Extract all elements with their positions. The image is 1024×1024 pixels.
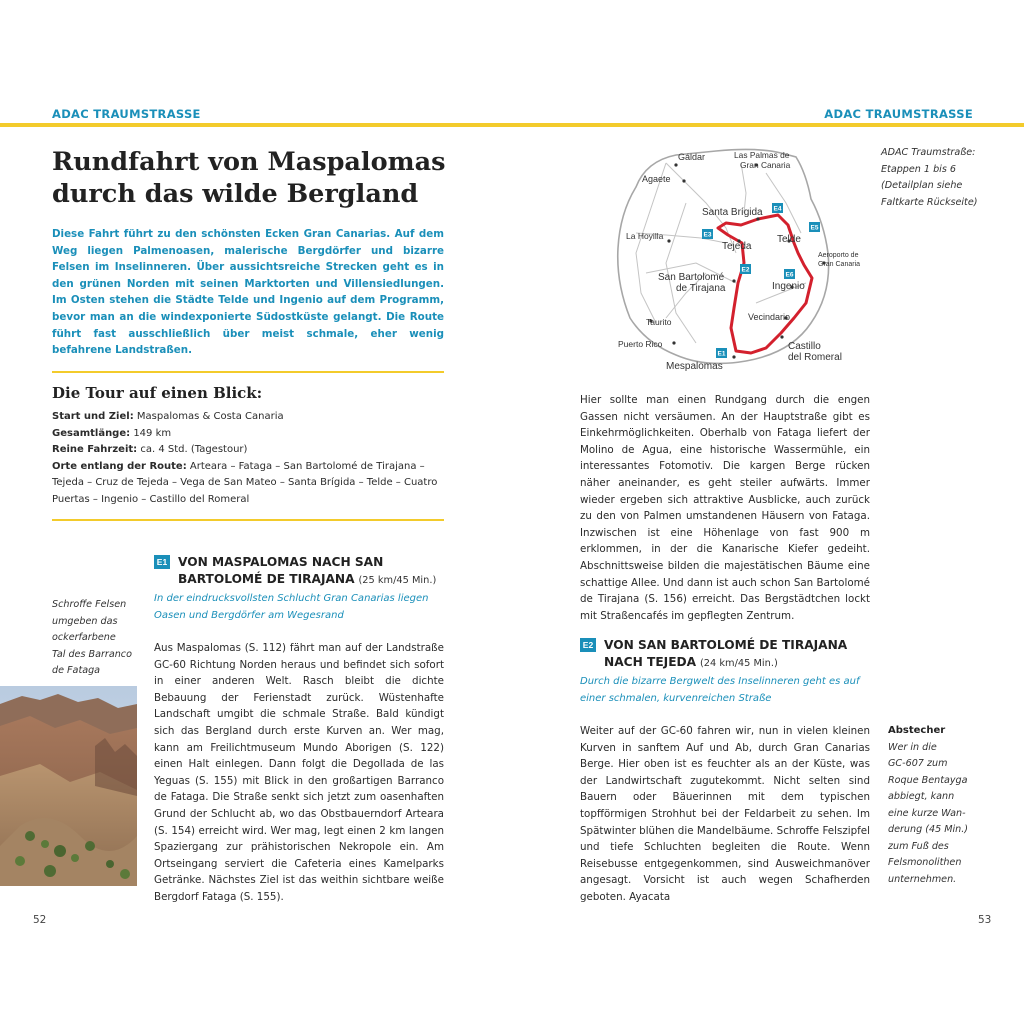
section-e1-body: Aus Maspalomas (S. 112) fährt man auf der Landstraße GC-60 Richtung Norden heraus und befindet sich sofort in einer anderen Welt. Rasch bleibt die dichte Bebauung der Ferienstadt zurück. Wüstenhafte Landschaft umgibt die schmale Straße. Bald kündigt sich das Bergland durch erste Kurven an. Wer mag, kann am Freilichtmuseum Mundo Aborigen (S. 122) einen Halt einlegen. Dann folgt die Degollada de las Yeguas (S. 155) mit Blick in den großartigen Barranco de Fataga. Die Straße senkt sich jetzt zum oasenhaften Grund der Schlucht ab, wo das Obstbauerndorf Arteara (S. 154) erreicht wird. Wer mag, legt einen 2 km langen Spaziergang zur prähistorischen Nekropole ein. Am Ortseingang serviert die Cafeteria eines Kamelparks Getränke. Nächstes Ziel ist das weithin sichtbare weiße Bergdorf Fataga (S. 155). — [154, 642, 444, 903]
fact-length: Gesamtlänge: 149 km — [52, 427, 172, 439]
fact-places: Orte entlang der Route: Arteara – Fataga – San Bartolomé de Tirajana – Tejeda – Cruz de Tejeda – Vega de San Mateo – Santa Brígida – Telde – Cuatro Puertas – Ingenio – Castillo del Romeral — [52, 460, 438, 505]
running-header-left: ADAC TRAUMSTRASSE — [52, 107, 201, 121]
map-caption: ADAC Traumstraße: Etappen 1 bis 6 (Detailplan siehe Faltkarte Rückseite) — [881, 147, 978, 208]
stage-badge-e1: E1 — [154, 555, 170, 569]
map-badge-e5 — [809, 222, 820, 232]
section-e2-heading: E2 VON SAN BARTOLOMÉ DE TIRAJANA NACH TEJEDA (24 km/45 Min.) — [580, 637, 880, 672]
abstecher-text: Wer in die GC-607 zum Roque Bentayga abbiegt, kann eine kurze Wan- derung (45 Min.) zum Fuß des Felsmonolithen unternehmen. — [888, 741, 969, 885]
fact-start: Start und Ziel: Maspalomas & Costa Canaria — [52, 411, 284, 422]
map-label-tejeda: Tejeda — [722, 241, 752, 252]
abstecher-box — [888, 723, 998, 888]
map-label-sanbartolome-1: San Bartolomé — [658, 272, 725, 283]
map-label-agaete: Agaete — [642, 174, 671, 184]
map-label-galdar: Gáldar — [678, 152, 706, 162]
map-label-puertorico: Puerto Rico — [618, 339, 663, 349]
divider-bottom — [52, 519, 444, 521]
intro-paragraph: Diese Fahrt führt zu den schönsten Ecken Gran Canarias. Auf dem Weg liegen Palmenoasen, malerische Bergdörfer und bizarre Felsen im Inselinneren. Über aussichtsreiche Strecken geht es in den grünen Norden mit seinen Marktorten und Villensiedlungen. Im Osten stehen die Städte Telde und Ingenio auf dem Programm, bevor man an die windexponierte Südostküste gelangt. Die Route führt fast ausschließlich über meist schmale, eher wenig befahrene Landstraßen. — [52, 228, 444, 357]
map-label-taurito: Taurito — [646, 317, 672, 327]
map-label-vecindario: Vecindario — [748, 312, 791, 322]
svg-text:E5: E5 — [810, 224, 819, 232]
section-e1-heading: E1 VON MASPALOMAS NACH SAN BARTOLOMÉ DE TIRAJANA (25 km/45 Min.) — [154, 554, 454, 589]
map-badge-e1 — [716, 348, 727, 358]
svg-text:E6: E6 — [785, 271, 794, 279]
map-label-castillo-2: del Romeral — [788, 352, 842, 363]
map-badge-e6 — [784, 269, 795, 279]
svg-text:E1: E1 — [717, 350, 726, 358]
svg-text:E4: E4 — [773, 205, 782, 213]
abstecher-title: Abstecher — [888, 725, 946, 736]
map-label-aeropuerto-2: Gran Canaria — [818, 261, 861, 268]
map-label-laspalmas-2: Gran Canaria — [740, 160, 791, 170]
section-e2-teaser: Durch die bizarre Bergwelt des Inselinneren geht es auf einer schmalen, kurvenreichen Straße — [580, 676, 860, 704]
divider-top — [52, 371, 444, 373]
map-label-telde: Telde — [777, 234, 801, 245]
map-label-maspalomas: Mespalomas — [666, 361, 723, 372]
header-rule — [0, 123, 1024, 127]
map-badge-e4 — [772, 203, 783, 213]
photo-caption: Schroffe Felsen umgeben das ockerfarbene Tal des Barranco de Fataga — [52, 599, 132, 676]
svg-text:E3: E3 — [703, 231, 712, 239]
map-badge-e3 — [702, 229, 713, 239]
map-label-santabrigida: Santa Brígida — [702, 207, 763, 218]
section-e2-body: Weiter auf der GC-60 fahren wir, nun in vielen kleinen Kurven in sanftem Auf und Ab, durch Gran Canarias Berge. Hier oben ist es feuchter als an der Küste, was der Landwirtschaft zugutekommt. Nicht selten sind Bauern oder Bäuerinnen mit dem typischen topfförmigen Strohhut bei der Feldarbeit zu sehen. Im Spätwinter blühen die Mandelbäume. Schroffe Felszipfel und tiefe Schluchten begleiten die Route. Wenn Reisebusse entgegenkommen, sind Ausweichmanöver angesagt. Vorsicht ist auch wegen Schafherden geboten. Ayacata — [580, 725, 870, 903]
tour-heading: Die Tour auf einen Blick: — [52, 384, 263, 402]
route-map — [606, 143, 876, 373]
barranco-photo — [0, 686, 137, 886]
running-header-right: ADAC TRAUMSTRASSE — [824, 107, 973, 121]
map-label-laspalmas-1: Las Palmas de — [734, 150, 790, 160]
map-label-lahoyilla: La Hoyilla — [626, 231, 664, 241]
map-badge-e2 — [740, 264, 751, 274]
page-number-right: 53 — [978, 914, 992, 926]
page-title: Rundfahrt von Maspalomas durch das wilde Bergland — [52, 147, 446, 209]
svg-text:E2: E2 — [741, 266, 750, 274]
tour-facts — [52, 409, 444, 508]
page-number-left: 52 — [33, 914, 47, 926]
fact-time: Reine Fahrzeit: ca. 4 Std. (Tagestour) — [52, 444, 248, 455]
section-e1-teaser: In der eindrucksvollsten Schlucht Gran Canarias liegen Oasen und Bergdörfer am Wegesrand — [154, 593, 429, 621]
right-body-continued: Hier sollte man einen Rundgang durch die engen Gassen nicht versäumen. An der Hauptstraße gibt es Einkehrmöglichkeiten. Oberhalb von Fataga liefert der Molino de Agua, eine historische Wassermühle, ein interessantes Fotomotiv. Die kargen Berge rücken näher aneinander, es geht steiler aufwärts. Immer wieder ergeben sich attraktive Ausblicke, auch zurück zu den von Palmen umstandenen Häusern von Fataga. Inzwischen ist eine Höhenlage von fast 900 m erklommen, in der die Kanarische Kiefer gedeiht. Abschnittsweise bilden die majestätischen Bäume eine schattige Allee. Und dann ist auch schon San Bartolomé de Tirajana (S. 156) erreicht. Das Bergstädtchen lockt mit Straßencafés im gepflegten Zentrum. — [580, 394, 870, 622]
stage-badge-e2: E2 — [580, 638, 596, 652]
map-label-aeropuerto-1: Aeroporto de — [818, 252, 859, 259]
map-label-sanbartolome-2: de Tirajana — [676, 283, 726, 294]
map-label-castillo-1: Castillo — [788, 341, 821, 352]
map-label-ingenio: Ingenio — [772, 281, 805, 292]
